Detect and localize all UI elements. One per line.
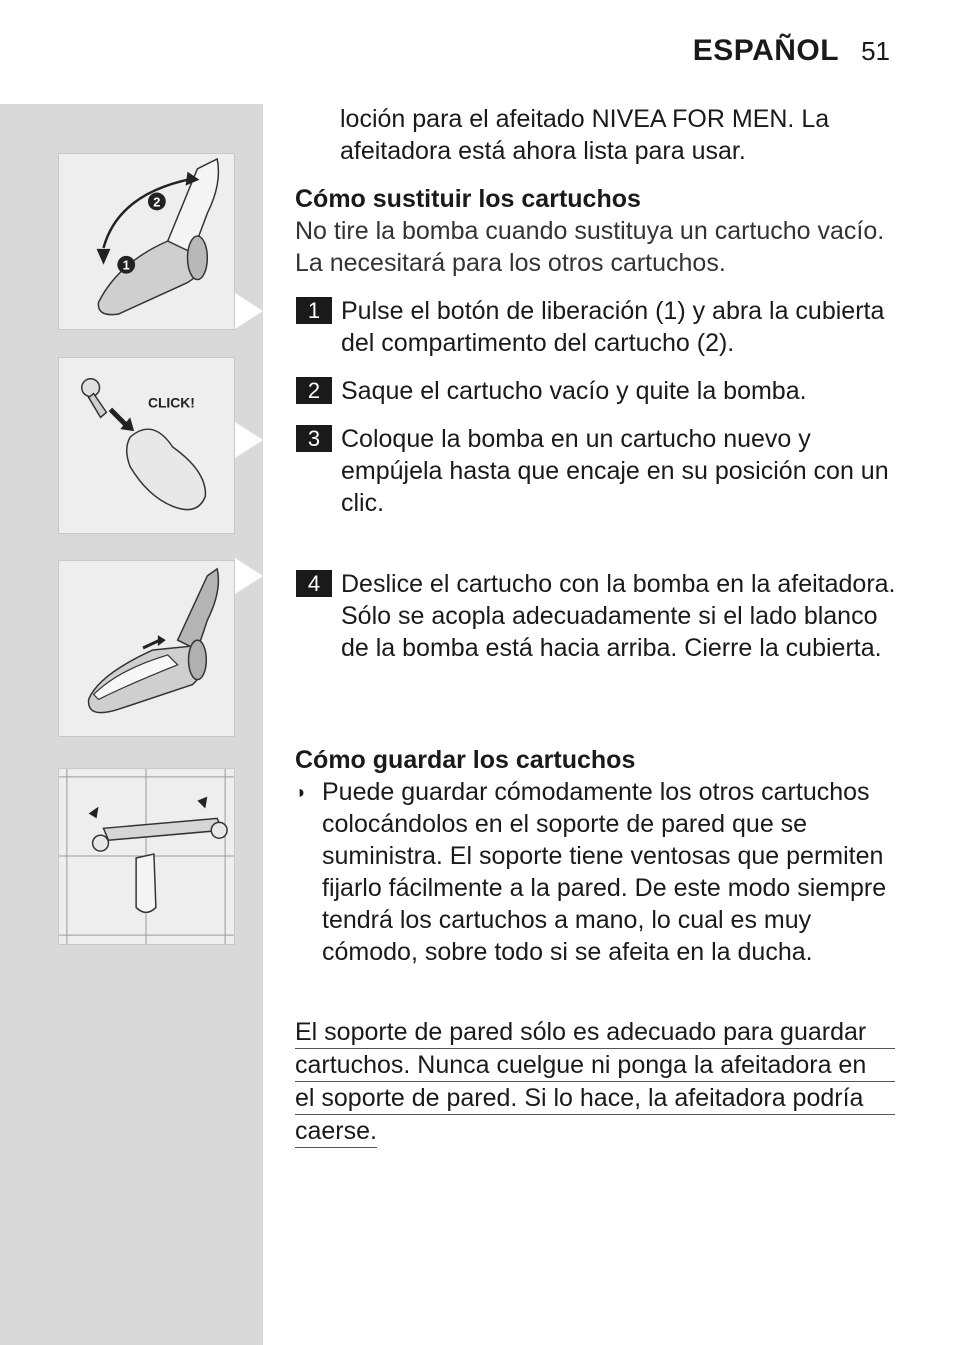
section-heading-replace: Cómo sustituir los cartuchos <box>295 185 641 213</box>
step-item <box>296 568 896 664</box>
warning-line: El soporte de pared sólo es adecuado para guardar <box>295 1016 895 1049</box>
step-number: 2 <box>296 377 332 404</box>
bullet-marker-icon: ◗ <box>296 782 307 802</box>
step-text: Deslice el cartucho con la bomba en la afeitadora. Sólo se acopla adecuadamente si el lado blanco de la bomba está hacia arriba. Cierre la cubierta. <box>341 570 896 662</box>
page-header <box>693 34 890 68</box>
warning-paragraph <box>295 1016 895 1148</box>
section-heading-store: Cómo guardar los cartuchos <box>295 746 636 774</box>
figure-marker-2: 2 <box>153 194 161 210</box>
figure-pointer <box>235 293 263 329</box>
click-label: CLICK! <box>147 394 195 411</box>
step-item <box>296 295 896 359</box>
page-number: 51 <box>861 36 890 66</box>
step-text: Coloque la bomba en un cartucho nuevo y empújela hasta que encaje en su posición con un clic. <box>341 425 889 517</box>
step-number: 4 <box>296 570 332 597</box>
figure-marker-1: 1 <box>122 257 130 273</box>
step-text: Saque el cartucho vacío y quite la bomba. <box>341 377 807 405</box>
intro-paragraph: loción para el afeitado NIVEA FOR MEN. La afeitadora está ahora lista para usar. <box>340 105 830 165</box>
warning-line: cartuchos. Nunca cuelgue ni ponga la afeitadora en <box>295 1049 895 1082</box>
bullet-text: Puede guardar cómodamente los otros cartuchos colocándolos en el soporte de pared que se suministra. El soporte tiene ventosas que permiten fijarlo fácilmente a la pared. De este modo siempre tendrá los cartuchos a mano, lo cual es muy cómodo, sobre todo si se afeita en la ducha. <box>322 778 887 966</box>
language-label: ESPAÑOL <box>692 34 840 67</box>
warning-line: caerse. <box>295 1115 377 1148</box>
figure-insert-pump <box>58 357 235 534</box>
figure-wall-holder <box>58 768 235 945</box>
step-number: 1 <box>296 297 332 324</box>
figure-open-cover <box>58 153 235 330</box>
step-text: Pulse el botón de liberación (1) y abra la cubierta del compartimento del cartucho (2). <box>341 297 885 357</box>
figure-slide-cartridge <box>58 560 235 737</box>
replace-note: No tire la bomba cuando sustituya un cartucho vacío. La necesitará para los otros cartuchos. <box>295 217 885 277</box>
figure-pointer <box>235 422 263 458</box>
bullet-item <box>296 776 896 968</box>
step-item <box>296 375 896 407</box>
step-item <box>296 423 896 519</box>
warning-line: el soporte de pared. Si lo hace, la afeitadora podría <box>295 1082 895 1115</box>
figure-pointer <box>235 558 263 594</box>
step-number: 3 <box>296 425 332 452</box>
